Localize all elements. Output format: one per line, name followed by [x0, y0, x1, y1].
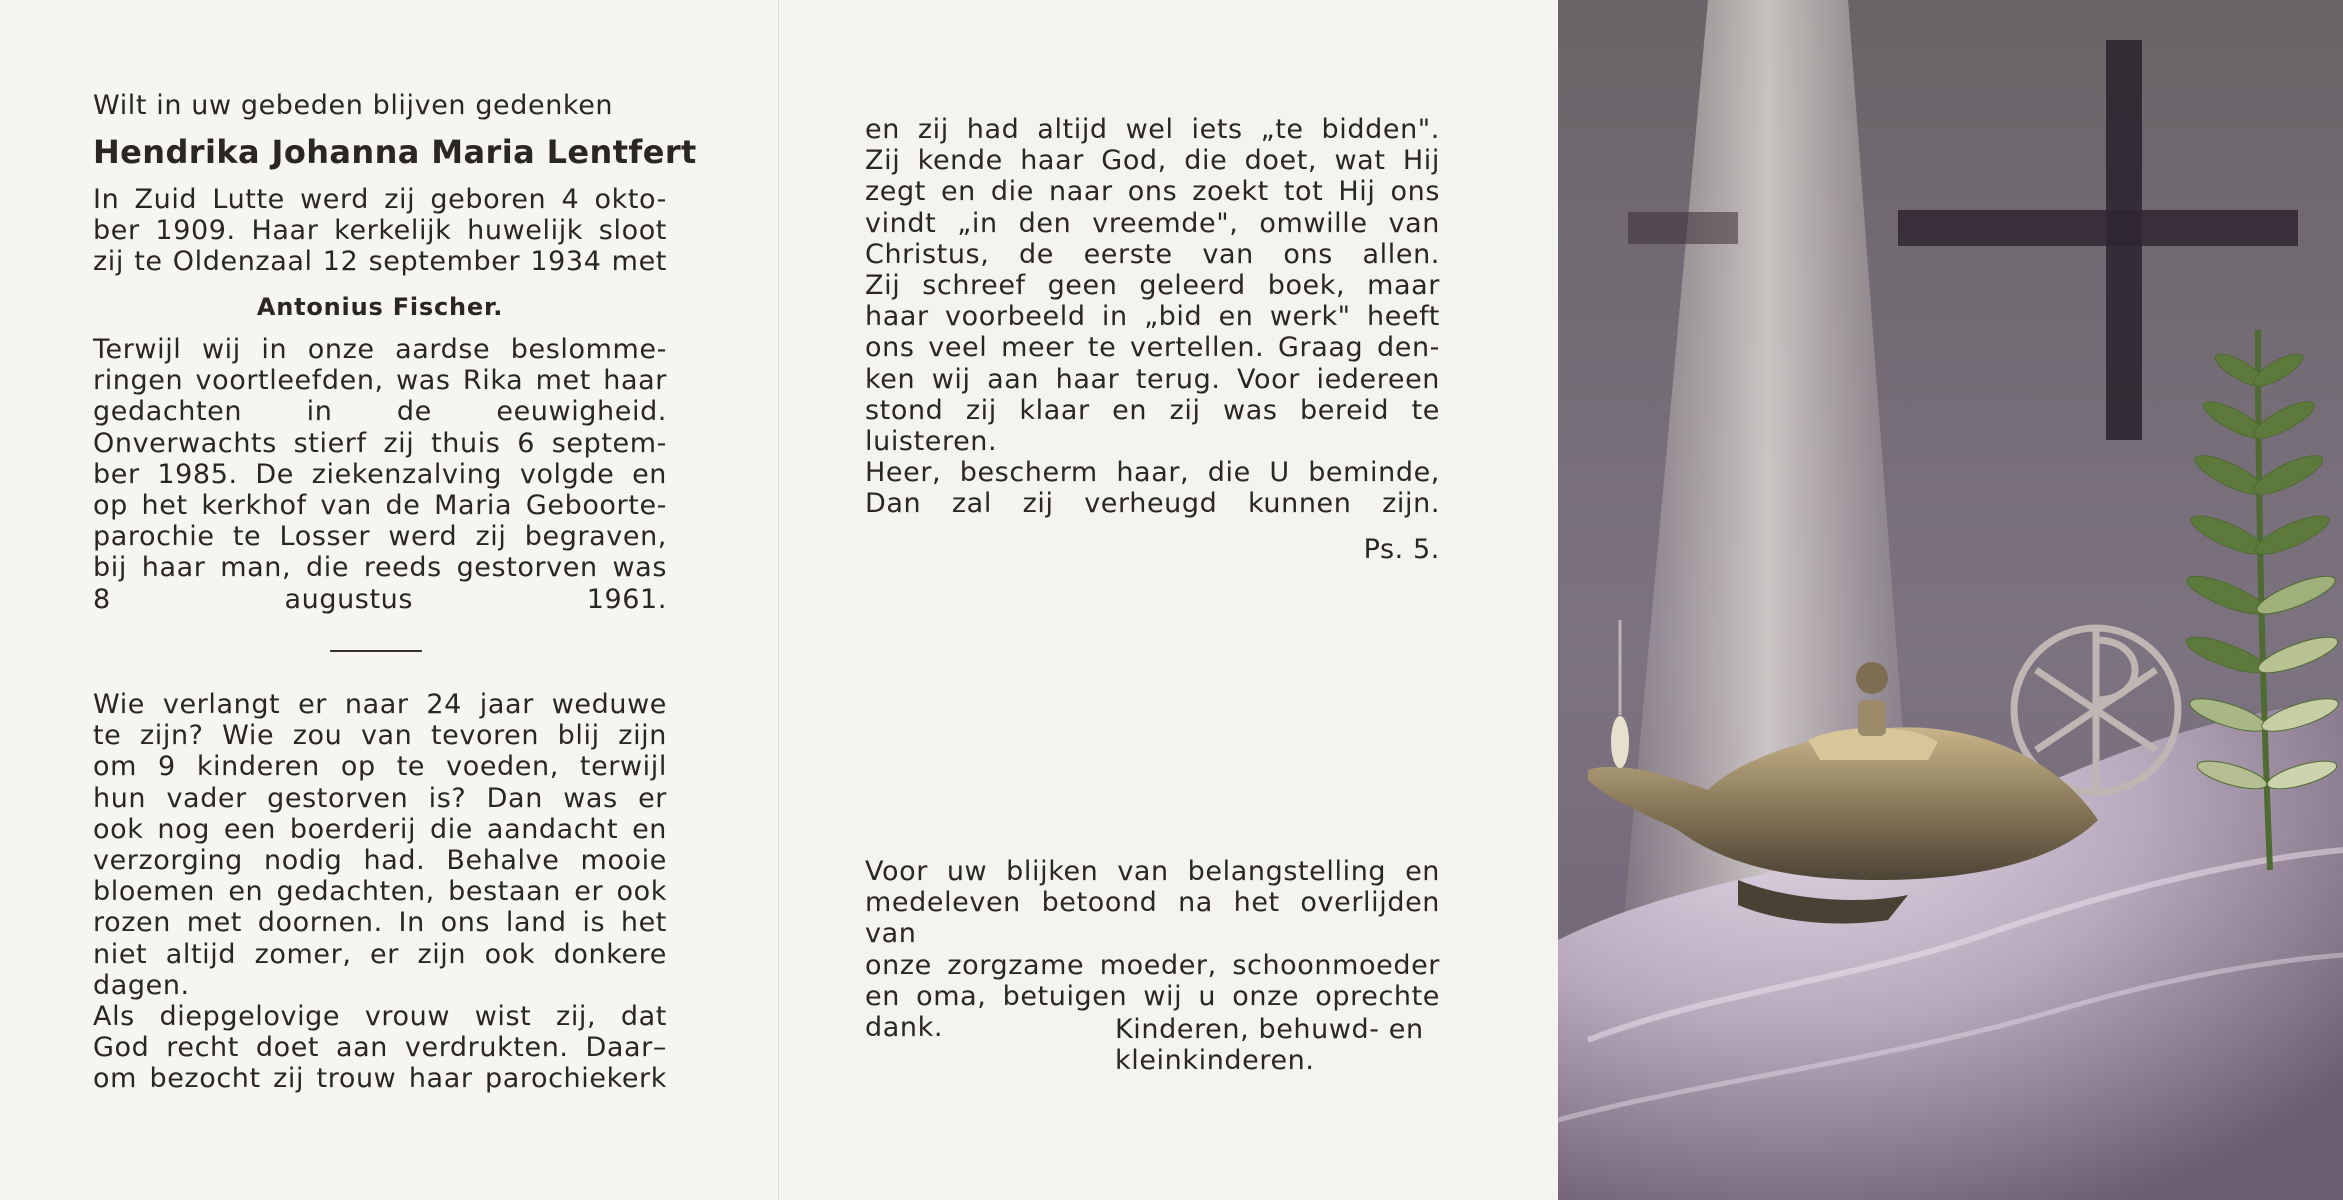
husband-name: Antonius Fischer.: [256, 293, 504, 321]
life-text: Terwijl wij in onze aardse beslomme- ringen voortleefden, was Rika met haar gedachten in de eeuwigheid. Onverwachts stierf zij thuis 6 septem- ber 1985. De ziekenzalving volgde en op het kerkhof van de Maria Geboorte- parochie te Losser werd zij begraven, bij haar man, die reeds gestorven was 8 augustus 1961.: [93, 334, 667, 615]
illustration-panel: [1558, 0, 2343, 1200]
thanks-text: Voor uw blijken van belangstelling en medeleven betoond na het overlijden van onze zorgzame moeder, schoonmoeder en oma, betuigen wij u onze oprechte dank.: [865, 856, 1440, 1044]
psalm-reference: Ps. 5.: [1363, 534, 1440, 565]
divider: [330, 650, 422, 652]
birth-marriage-text: In Zuid Lutte werd zij geboren 4 okto- ber 1909. Haar kerkelijk huwelijk sloot zij te Oldenzaal 12 september 1934 met: [93, 184, 667, 278]
left-panel: [0, 0, 778, 1200]
faith-text: en zij had altijd wel iets „te bidden". Zij kende haar God, die doet, wat Hij zegt en die naar ons zoekt tot Hij ons vindt „in den vreemde", omwille van Christus, de eerste van ons allen. Zij schreef geen geleerd boek, maar haar voorbeeld in „bid en werk" heeft ons veel meer te vertellen. Graag den- ken wij aan haar terug. Voor iedereen stond zij klaar en zij was bereid te luisteren. Heer, bescherm haar, die U beminde, Dan zal zij verheugd kunnen zijn.: [865, 114, 1440, 520]
devotional-illustration: [1558, 0, 2343, 1200]
intro-text: Wilt in uw gebeden blijven gedenken: [93, 90, 614, 121]
widow-text: Wie verlangt er naar 24 jaar weduwe te zijn? Wie zou van tevoren blij zijn om 9 kinderen op te voeden, terwijl hun vader gestorven is? Dan was er ook nog een boerderij die aandacht en verzorging nodig had. Behalve mooie bloemen en gedachten, bestaan er ook rozen met doornen. In ons land is het niet altijd zomer, er zijn ook donkere dagen. Als diepgelovige vrouw wist zij, dat God recht doet aan verdrukten. Daar– om bezocht zij trouw haar parochiekerk: [93, 689, 667, 1095]
deceased-name: Hendrika Johanna Maria Lentfert: [93, 133, 697, 171]
lamp-flame-icon: [1611, 716, 1629, 768]
signature-text: Kinderen, behuwd- en kleinkinderen.: [1115, 1014, 1424, 1077]
